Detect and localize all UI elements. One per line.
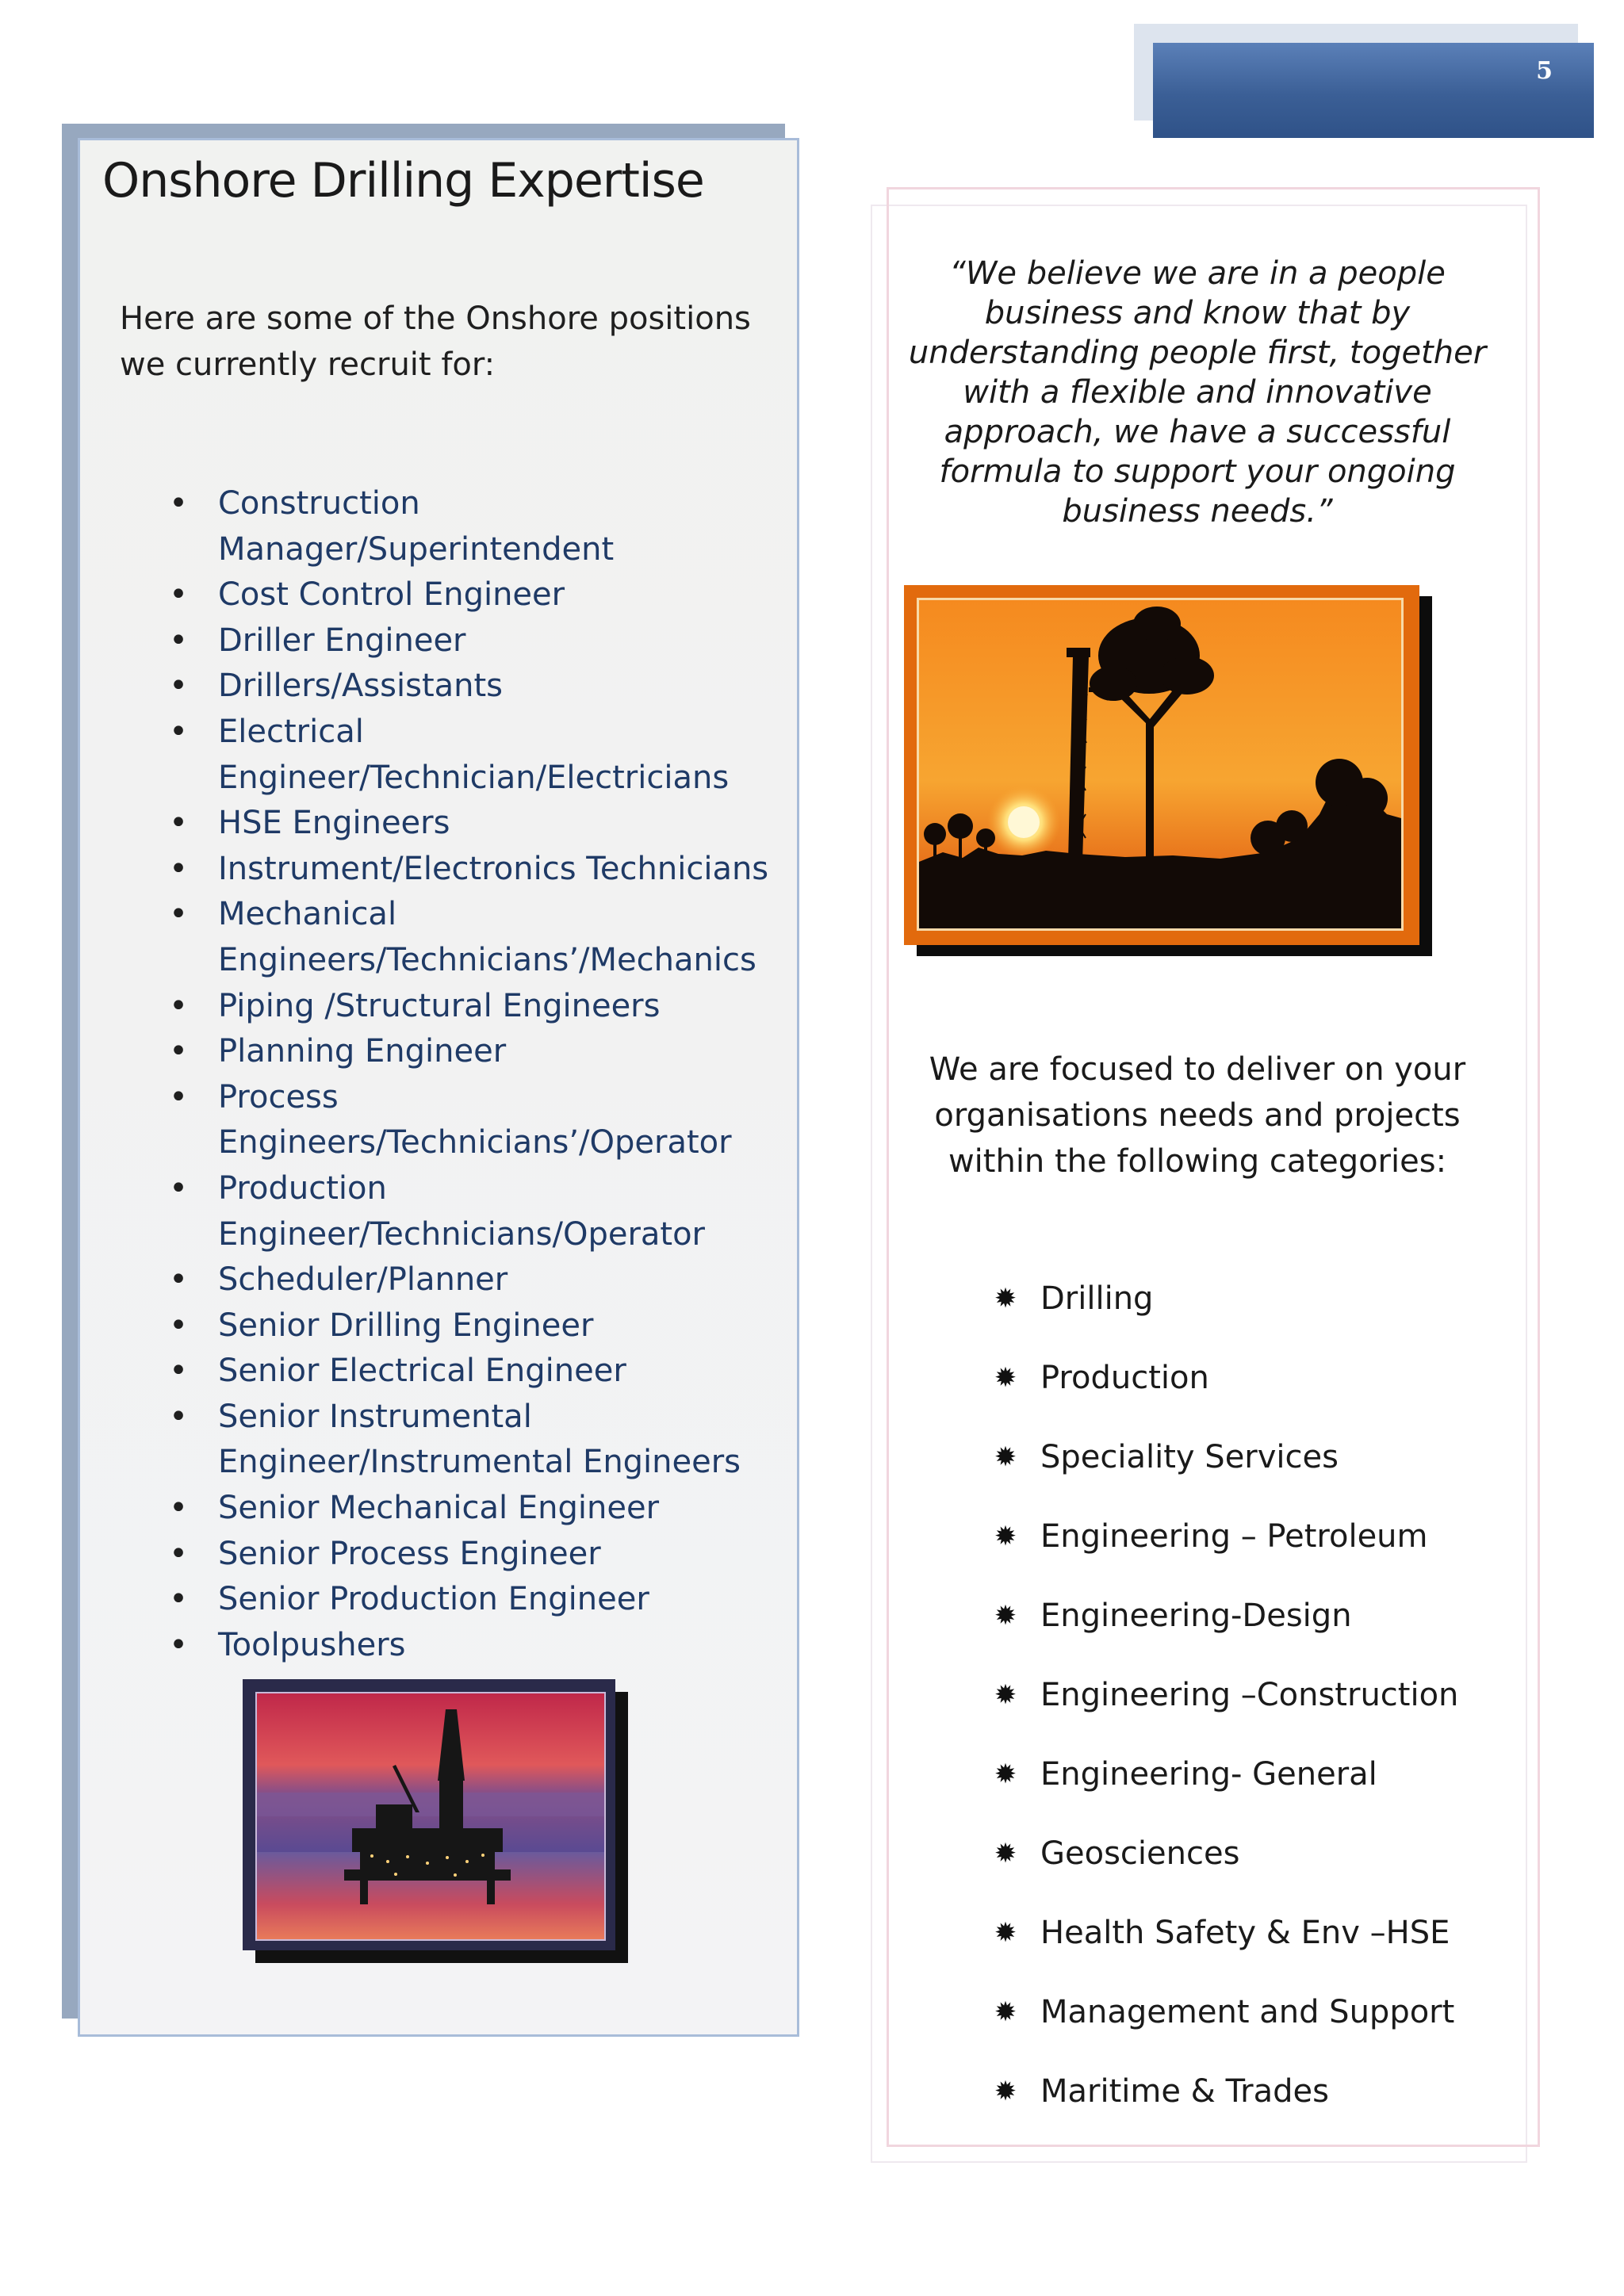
starburst-bullet-icon: ✹ [994, 1521, 1017, 1552]
round-bullet-icon: • [169, 1490, 188, 1527]
round-bullet-icon: • [169, 485, 188, 522]
category-label: Maritime & Trades [1040, 2073, 1329, 2110]
round-bullet-icon: • [169, 1307, 188, 1344]
category-item [990, 1988, 1458, 2068]
position-item [163, 1623, 797, 1669]
category-label: Engineering – Petroleum [1040, 1518, 1428, 1555]
position-item [163, 984, 797, 1030]
category-item [990, 1830, 1458, 1909]
position-label: Piping /Structural Engineers [218, 987, 661, 1024]
position-item [163, 1395, 797, 1486]
category-item [990, 1513, 1458, 1592]
sunset-photo [917, 598, 1404, 931]
starburst-bullet-icon: ✹ [994, 1362, 1017, 1394]
position-label: Senior Process Engineer [218, 1535, 601, 1572]
starburst-bullet-icon: ✹ [994, 1917, 1017, 1949]
position-item [163, 1532, 797, 1578]
position-label: Scheduler/Planner [218, 1261, 508, 1299]
round-bullet-icon: • [169, 1353, 188, 1390]
categories-list [990, 1275, 1458, 2147]
category-item [990, 1592, 1458, 1671]
position-label: Construction Manager/Superintendent [218, 485, 615, 568]
position-item [163, 572, 797, 618]
company-quote: “We believe we are in a people business and know that by understanding people first, together with a flexible and innovative approach, we have a successful formula to support your ongoing business needs.” [908, 255, 1487, 530]
starburst-bullet-icon: ✹ [994, 1600, 1017, 1632]
round-bullet-icon: • [169, 805, 188, 842]
round-bullet-icon: • [169, 1626, 188, 1663]
position-label: Planning Engineer [218, 1033, 507, 1070]
position-label: Senior Instrumental Engineer/Instrumental Engineers [218, 1398, 741, 1481]
round-bullet-icon: • [169, 622, 188, 659]
category-label: Health Safety & Env –HSE [1040, 1915, 1450, 1951]
position-label: Electrical Engineer/Technician/Electricians [218, 713, 730, 796]
starburst-bullet-icon: ✹ [994, 1441, 1017, 1473]
category-item [990, 1354, 1458, 1433]
position-item [163, 481, 797, 572]
position-item [163, 1577, 797, 1623]
position-label: Senior Production Engineer [218, 1581, 649, 1618]
round-bullet-icon: • [169, 850, 188, 887]
position-item [163, 801, 797, 847]
position-label: Drillers/Assistants [218, 668, 504, 705]
starburst-bullet-icon: ✹ [994, 1758, 1017, 1790]
category-label: Geosciences [1040, 1835, 1240, 1872]
category-label: Production [1040, 1360, 1209, 1396]
category-item [990, 1909, 1458, 1988]
position-label: Driller Engineer [218, 622, 466, 659]
starburst-bullet-icon: ✹ [994, 2076, 1017, 2107]
round-bullet-icon: • [169, 668, 188, 705]
platform-photo [255, 1692, 606, 1941]
position-item [163, 1257, 797, 1303]
position-item [163, 1486, 797, 1532]
category-label: Drilling [1040, 1280, 1154, 1317]
position-item [163, 847, 797, 893]
round-bullet-icon: • [169, 1033, 188, 1070]
category-label: Engineering-Design [1040, 1598, 1352, 1634]
position-label: HSE Engineers [218, 805, 450, 842]
position-label: Senior Drilling Engineer [218, 1307, 594, 1344]
category-item [990, 1275, 1458, 1354]
round-bullet-icon: • [169, 896, 188, 933]
position-item [163, 1075, 797, 1166]
round-bullet-icon: • [169, 1169, 188, 1207]
position-item [163, 1166, 797, 1257]
position-label: Toolpushers [218, 1626, 406, 1663]
round-bullet-icon: • [169, 987, 188, 1024]
starburst-bullet-icon: ✹ [994, 1996, 1017, 2028]
positions-list [163, 481, 797, 1668]
category-label: Engineering –Construction [1040, 1677, 1459, 1713]
position-item [163, 710, 797, 801]
round-bullet-icon: • [169, 1398, 188, 1435]
round-bullet-icon: • [169, 1581, 188, 1618]
category-label: Management and Support [1040, 1994, 1455, 2030]
position-label: Mechanical Engineers/Technicians’/Mechanics [218, 896, 756, 978]
page-number: 5 [1536, 57, 1553, 85]
category-label: Speciality Services [1040, 1439, 1339, 1475]
position-item [163, 1349, 797, 1395]
category-item [990, 1433, 1458, 1513]
sunset-photo-frame [904, 585, 1419, 945]
round-bullet-icon: • [169, 713, 188, 750]
section-title: Onshore Drilling Expertise [102, 153, 704, 209]
position-label: Process Engineers/Technicians’/Operator [218, 1078, 732, 1161]
round-bullet-icon: • [169, 1261, 188, 1299]
platform-photo-frame [243, 1679, 615, 1950]
position-item [163, 618, 797, 664]
position-item [163, 892, 797, 983]
position-label: Instrument/Electronics Technicians [218, 850, 769, 887]
starburst-bullet-icon: ✹ [994, 1838, 1017, 1869]
category-item [990, 2068, 1458, 2147]
round-bullet-icon: • [169, 1535, 188, 1572]
focus-text: We are focused to deliver on your organisations needs and projects within the following categories: [929, 1051, 1466, 1180]
position-label: Senior Electrical Engineer [218, 1353, 626, 1390]
position-item [163, 1303, 797, 1349]
position-label: Senior Mechanical Engineer [218, 1490, 660, 1527]
category-item [990, 1751, 1458, 1830]
page-tab [1153, 43, 1594, 138]
position-label: Cost Control Engineer [218, 576, 565, 614]
category-item [990, 1671, 1458, 1751]
category-label: Engineering- General [1040, 1756, 1377, 1793]
position-item [163, 1029, 797, 1075]
starburst-bullet-icon: ✹ [994, 1283, 1017, 1314]
position-item [163, 664, 797, 710]
position-label: Production Engineer/Technicians/Operator [218, 1169, 706, 1253]
intro-text: Here are some of the Onshore positions we currently recruit for: [120, 300, 751, 383]
round-bullet-icon: • [169, 576, 188, 614]
starburst-bullet-icon: ✹ [994, 1679, 1017, 1711]
round-bullet-icon: • [169, 1078, 188, 1115]
